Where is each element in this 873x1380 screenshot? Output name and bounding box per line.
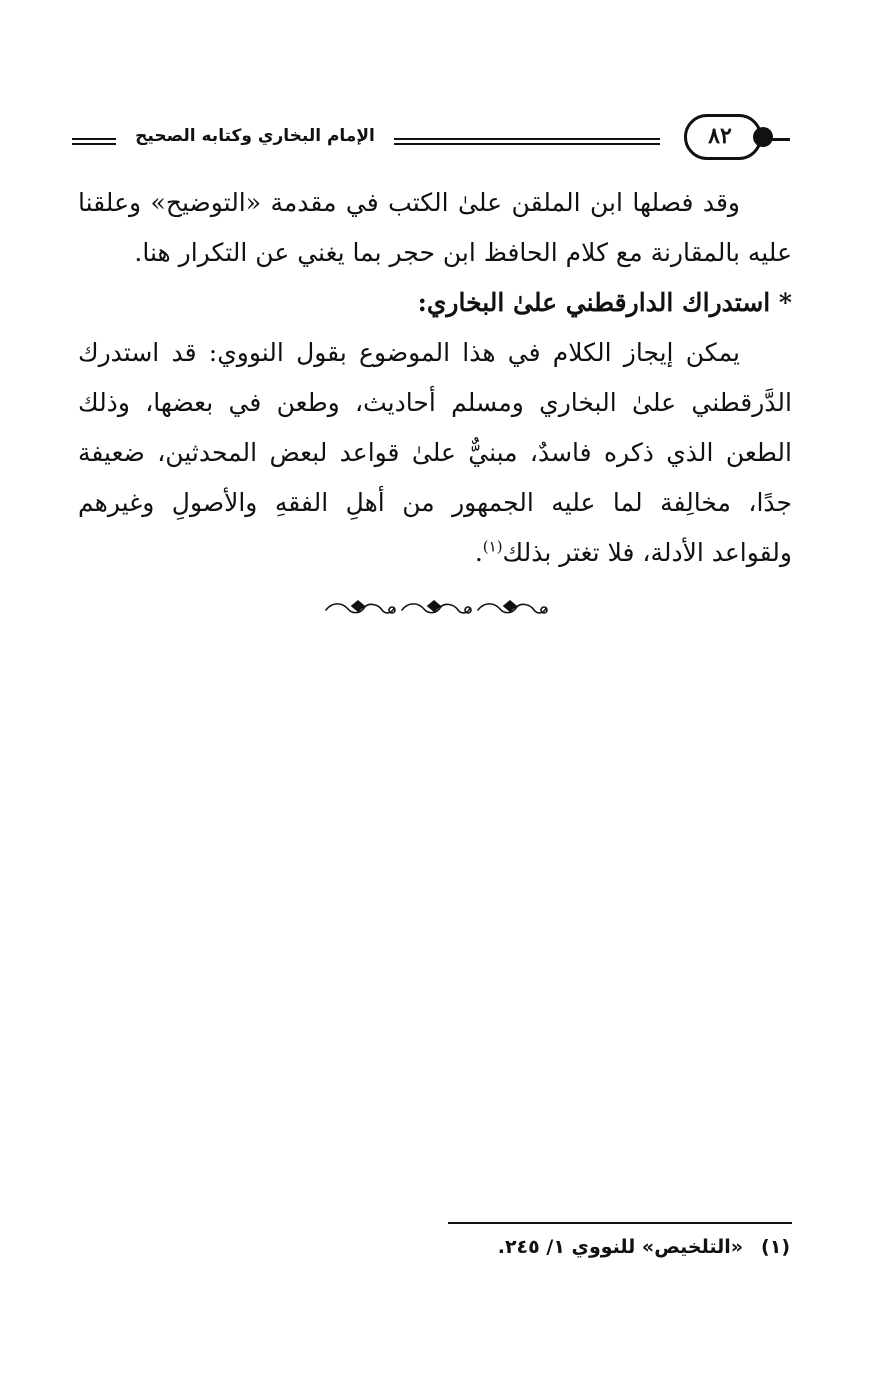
ornament-unit-3 (478, 601, 547, 613)
footnote-text: «التلخيص» للنووي ١/ ٢٤٥. (497, 1236, 744, 1258)
header-rule-middle (394, 138, 660, 145)
header-rule-left (72, 138, 116, 145)
page-number-badge (684, 114, 762, 160)
footnote-separator (448, 1222, 792, 1224)
paragraph-2-text: يمكن إيجاز الكلام في هذا الموضوع بقول النووي: قد استدرك الدَّرقطني علىٰ البخاري ومسلم أحاديث، وطعن في بعضها، وذلك الطعن الذي ذكره فاسدٌ، مبنيٌّ علىٰ قواعد لبعض المحدثين، ضعيفة جدًا، مخالِفة لما عليه الجمهور من أهلِ الفقهِ والأصولِ وغيرهم ولقواعد الأدلة، فلا تغتر بذلك (78, 338, 792, 567)
paragraph-1: وقد فصلها ابن الملقن علىٰ الكتب في مقدمة «التوضيح» وعلقنا عليه بالمقارنة مع كلام الحافظ ابن حجر بما يغني عن التكرار هنا. (78, 188, 792, 267)
main-text (78, 178, 792, 578)
paragraph-2-end: . (474, 538, 483, 567)
footnote-number: (١) (761, 1236, 790, 1258)
paragraph-2 (78, 328, 792, 578)
footnote-reference[interactable]: (١) (482, 537, 503, 556)
page-number: ٨٢ (708, 123, 732, 149)
page-header (72, 112, 790, 168)
ornament-unit-1 (326, 601, 395, 613)
ornament-divider (322, 596, 548, 622)
ornament-unit-2 (402, 601, 471, 613)
header-rule-right (760, 138, 790, 144)
running-title: الإمام البخاري وكتابه الصحيح (135, 126, 375, 146)
section-heading: * استدراك الدارقطني علىٰ البخاري: (417, 288, 792, 317)
footnote (300, 1236, 790, 1258)
